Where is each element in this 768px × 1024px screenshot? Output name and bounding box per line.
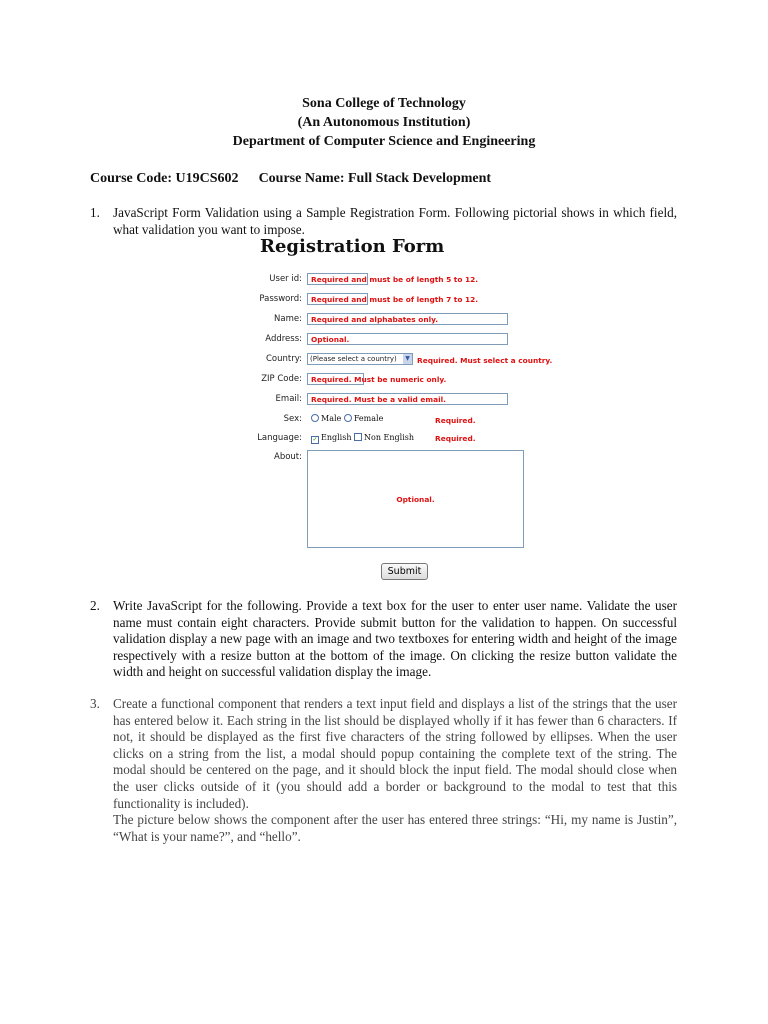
question-text: Write JavaScript for the following. Provide a text box for the user to enter user name. Validate the user name must contain eight characters. Provide submit button for the validation to happen. On successful validation display a new page with an image and two textboxes for entering width and height of the image respectively with a resize button at the bottom of the image. On clicking the resize button validate the width and height on successful validation display the image. bbox=[113, 598, 677, 680]
email-input[interactable]: Required. Must be a valid email. bbox=[307, 393, 508, 405]
radio-female-label: Female bbox=[353, 414, 384, 423]
sex-hint: Required. bbox=[435, 416, 476, 425]
checkbox-english[interactable]: ✓ bbox=[312, 436, 318, 443]
radio-male[interactable] bbox=[311, 414, 319, 422]
question-2 bbox=[90, 598, 677, 681]
password-input[interactable]: Required and must be of length 7 to 12. bbox=[307, 293, 368, 305]
about-label: About: bbox=[274, 452, 302, 462]
country-select[interactable] bbox=[307, 353, 413, 365]
language-label: Language: bbox=[257, 433, 302, 443]
question-1 bbox=[90, 205, 677, 238]
language-hint: Required. bbox=[435, 434, 476, 443]
language-options bbox=[311, 433, 414, 444]
sex-label: Sex: bbox=[283, 414, 302, 424]
question-number: 1. bbox=[90, 205, 100, 220]
zip-label: ZIP Code: bbox=[261, 374, 302, 384]
about-hint: Optional. bbox=[396, 495, 435, 504]
sex-options bbox=[311, 414, 383, 423]
about-textarea[interactable] bbox=[307, 450, 524, 548]
zip-input[interactable]: Required. Must be numeric only. bbox=[307, 373, 364, 385]
institution-type: (An Autonomous Institution) bbox=[297, 115, 471, 130]
name-input[interactable]: Required and alphabates only. bbox=[307, 313, 508, 325]
course-name: Course Name: Full Stack Development bbox=[258, 171, 492, 186]
course-code: Course Code: U19CS602 bbox=[90, 171, 239, 186]
userid-input[interactable]: Required and must be of length 5 to 12. bbox=[307, 273, 368, 285]
country-hint: Required. Must select a country. bbox=[417, 356, 553, 365]
chevron-down-icon: ▼ bbox=[403, 354, 412, 364]
address-input[interactable]: Optional. bbox=[307, 333, 508, 345]
form-title: Registration Form bbox=[260, 236, 445, 257]
department-name: Department of Computer Science and Engineering bbox=[232, 134, 536, 149]
question-text: JavaScript Form Validation using a Sample Registration Form. Following pictorial shows in which field, what validation you want to impose. bbox=[113, 205, 677, 237]
userid-label: User id: bbox=[269, 274, 302, 284]
country-label: Country: bbox=[265, 354, 302, 364]
password-label: Password: bbox=[259, 294, 302, 304]
registration-form-figure bbox=[250, 236, 553, 586]
checkbox-non-english-label: Non English bbox=[364, 433, 415, 442]
address-label: Address: bbox=[265, 334, 302, 344]
radio-male-label: Male bbox=[321, 414, 342, 423]
checkbox-english-label: English bbox=[321, 433, 352, 442]
name-label: Name: bbox=[274, 314, 302, 324]
question-text-continued: The picture below shows the component after the user has entered three strings: “Hi, my name is Justin”, “What is your name?”, and “hello”. bbox=[113, 812, 677, 844]
email-label: Email: bbox=[275, 394, 302, 404]
course-info bbox=[90, 171, 491, 187]
college-name: Sona College of Technology bbox=[302, 96, 466, 111]
question-text: Create a functional component that renders a text input field and displays a list of the strings that the user has entered below it. Each string in the list should be displayed wholly if it has fewer than 6 characters. If not, it should be displayed as the first five characters of the string followed by ellipses. When the user clicks on a string from the list, a modal should popup containing the complete text of the string. The modal should be centered on the page, and it should block the input field. The modal should close when the user clicks outside of it (you should add a border or background to the modal to test that this functionality is included). bbox=[113, 696, 677, 811]
question-number: 3. bbox=[90, 696, 100, 711]
radio-female[interactable] bbox=[344, 414, 352, 422]
checkbox-non-english[interactable] bbox=[354, 433, 362, 441]
question-3 bbox=[90, 696, 677, 845]
submit-button[interactable]: Submit bbox=[381, 563, 428, 580]
document-header bbox=[0, 94, 768, 151]
country-selected-value: (Please select a country) bbox=[310, 355, 397, 363]
question-number: 2. bbox=[90, 598, 100, 613]
